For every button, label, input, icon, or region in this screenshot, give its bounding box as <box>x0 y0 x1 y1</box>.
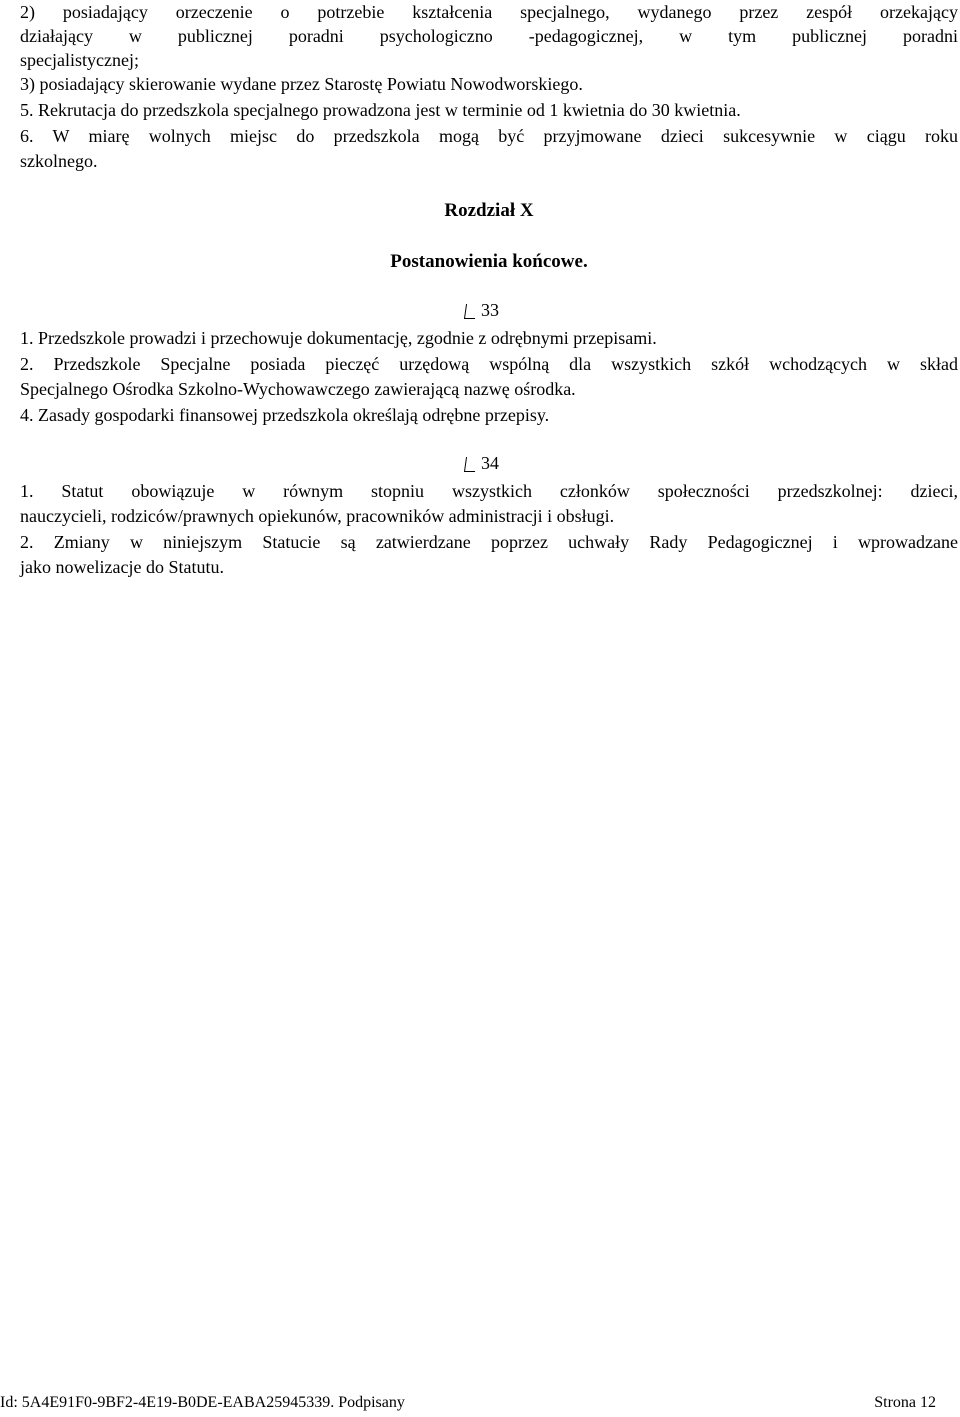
text-line: nauczycieli, rodziców/prawnych opiekunów, pracowników administracji i obsługi. <box>20 506 615 526</box>
text-line: 1. Statut obowiązuje w równym stopniu wszystkich członków społeczności przedszkolnej: dzieci, <box>20 481 958 501</box>
text-line: 6. W miarę wolnych miejsc do przedszkola mogą być przyjmowane dzieci sukcesywnie w ciągu roku <box>20 126 958 146</box>
section-marker-34 <box>20 453 958 474</box>
text-line: 5. Rekrutacja do przedszkola specjalnego prowadzona jest w terminie od 1 kwietnia do 30 kwietnia. <box>20 100 741 120</box>
text-line: działający w publicznej poradni psychologiczno -pedagogicznej, w tym publicznej poradni <box>20 26 958 46</box>
text-line: szkolnego. <box>20 151 98 171</box>
chapter-title: Postanowienia końcowe. <box>390 251 588 272</box>
text-line: 1. Przedszkole prowadzi i przechowuje dokumentację, zgodnie z odrębnymi przepisami. <box>20 328 657 348</box>
section-marker-33 <box>20 300 958 321</box>
text-line: 2. Zmiany w niniejszym Statucie są zatwierdzane poprzez uchwały Rady Pedagogicznej i wprowadzane <box>20 532 958 552</box>
text-line: 3) posiadający skierowanie wydane przez Starostę Powiatu Nowodworskiego. <box>20 74 583 94</box>
text-line: Specjalnego Ośrodka Szkolno-Wychowawczego zawierającą nazwę ośrodka. <box>20 379 576 399</box>
text-line: 2. Przedszkole Specjalne posiada pieczęć urzędową wspólną dla wszystkich szkół wchodzących w skład <box>20 354 958 374</box>
page-number: Strona 12 <box>874 1394 936 1411</box>
section-number: 33 <box>481 300 499 320</box>
chapter-heading: Rozdział X <box>444 200 534 221</box>
section-number: 34 <box>481 453 499 473</box>
text-line: 2) posiadający orzeczenie o potrzebie kształcenia specjalnego, wydanego przez zespół orzekający <box>20 2 958 22</box>
text-line: 4. Zasady gospodarki finansowej przedszkola określają odrębne przepisy. <box>20 405 550 425</box>
page-footer <box>0 1394 936 1412</box>
document-id: Id: 5A4E91F0-9BF2-4E19-B0DE-EABA25945339. Podpisany <box>0 1394 405 1411</box>
text-line: jako nowelizacje do Statutu. <box>20 557 224 577</box>
text-line: specjalistycznej; <box>20 50 139 70</box>
